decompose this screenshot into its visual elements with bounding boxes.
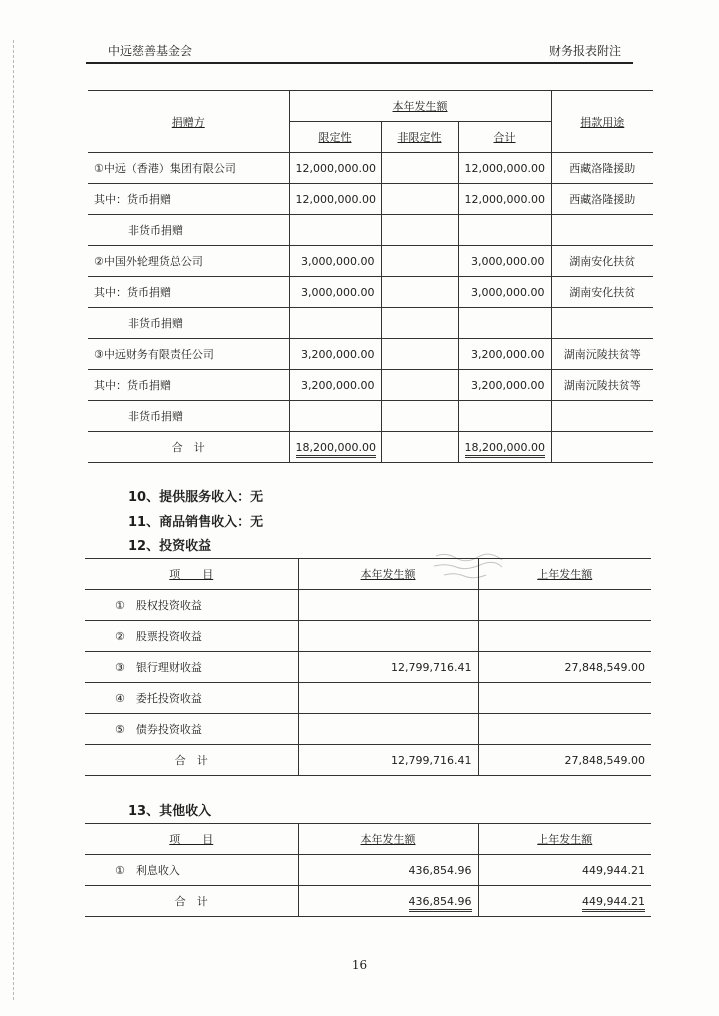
total-current: 12,799,716.41 xyxy=(298,745,478,776)
col-item: 项 目 xyxy=(85,824,298,855)
total-current: 436,854.96 xyxy=(298,886,478,917)
table-row xyxy=(85,590,651,621)
total-cell: 3,200,000.00 xyxy=(458,339,551,370)
prior-cell: 27,848,549.00 xyxy=(478,652,651,683)
unrestricted-cell xyxy=(381,215,458,246)
col-item: 项 目 xyxy=(85,559,298,590)
purpose-cell xyxy=(551,308,653,339)
table-row xyxy=(85,855,651,886)
restricted-cell: 3,000,000.00 xyxy=(289,277,381,308)
purpose-cell: 湖南安化扶贫 xyxy=(551,246,653,277)
total-cell xyxy=(458,215,551,246)
purpose-cell: 西藏洛隆援助 xyxy=(551,184,653,215)
table-row xyxy=(85,683,651,714)
page-number: 16 xyxy=(351,958,368,972)
purpose-cell: 湖南安化扶贫 xyxy=(551,277,653,308)
purpose-cell: 湖南沅陵扶贫等 xyxy=(551,339,653,370)
restricted-cell xyxy=(289,215,381,246)
col-total: 合计 xyxy=(458,122,551,153)
total-cell xyxy=(458,401,551,432)
binding-margin-line xyxy=(13,40,15,1000)
donation-table xyxy=(88,90,653,463)
restricted-cell: 12,000,000.00 xyxy=(289,184,381,215)
unrestricted-cell xyxy=(381,401,458,432)
donor-cell: 其中：货币捐赠 xyxy=(88,370,289,401)
current-cell: 436,854.96 xyxy=(298,855,478,886)
header-org: 中远慈善基金会 xyxy=(108,44,193,58)
col-current: 本年发生额 xyxy=(298,824,478,855)
item-cell: ① 股权投资收益 xyxy=(85,590,298,621)
donor-cell: ①中远（香港）集团有限公司 xyxy=(88,153,289,184)
section-10: 10、提供服务收入：无 xyxy=(128,490,264,505)
col-unrestricted: 非限定性 xyxy=(381,122,458,153)
col-donor: 捐赠方 xyxy=(88,91,289,153)
page-header xyxy=(86,38,633,64)
other-income-table xyxy=(85,823,651,917)
donor-cell: 非货币捐赠 xyxy=(88,308,289,339)
purpose-cell xyxy=(551,401,653,432)
current-cell xyxy=(298,683,478,714)
donor-cell: ③中远财务有限责任公司 xyxy=(88,339,289,370)
header-doc-title: 财务报表附注 xyxy=(548,44,621,58)
donor-cell: 其中：货币捐赠 xyxy=(88,184,289,215)
total-prior: 449,944.21 xyxy=(478,886,651,917)
table-row xyxy=(88,339,653,370)
total-cell: 12,000,000.00 xyxy=(458,153,551,184)
restricted-cell xyxy=(289,308,381,339)
table-row xyxy=(88,184,653,215)
table-row xyxy=(88,370,653,401)
total-row xyxy=(85,886,651,917)
col-restricted: 限定性 xyxy=(289,122,381,153)
item-cell: ④ 委托投资收益 xyxy=(85,683,298,714)
total-cell: 3,000,000.00 xyxy=(458,277,551,308)
col-purpose: 捐款用途 xyxy=(551,91,653,153)
table-row xyxy=(88,246,653,277)
total-cell: 3,200,000.00 xyxy=(458,370,551,401)
total-restricted: 18,200,000.00 xyxy=(289,432,381,463)
prior-cell xyxy=(478,714,651,745)
table-row xyxy=(88,308,653,339)
unrestricted-cell xyxy=(381,246,458,277)
table-row xyxy=(88,277,653,308)
total-label: 合 计 xyxy=(85,886,298,917)
total-label: 合 计 xyxy=(85,745,298,776)
col-current-year: 本年发生额 xyxy=(289,91,551,122)
investment-income-table xyxy=(85,558,651,776)
total-cell: 3,000,000.00 xyxy=(458,246,551,277)
donor-cell: 非货币捐赠 xyxy=(88,401,289,432)
table-row xyxy=(85,714,651,745)
prior-cell xyxy=(478,590,651,621)
purpose-cell xyxy=(551,215,653,246)
col-current: 本年发生额 xyxy=(298,559,478,590)
item-cell: ② 股票投资收益 xyxy=(85,621,298,652)
section-12: 12、投资收益 xyxy=(128,539,212,554)
item-cell: ⑤ 债券投资收益 xyxy=(85,714,298,745)
unrestricted-cell xyxy=(381,308,458,339)
col-prior: 上年发生额 xyxy=(478,824,651,855)
prior-cell xyxy=(478,683,651,714)
unrestricted-cell xyxy=(381,370,458,401)
restricted-cell: 3,200,000.00 xyxy=(289,370,381,401)
col-prior: 上年发生额 xyxy=(478,559,651,590)
restricted-cell: 3,200,000.00 xyxy=(289,339,381,370)
item-cell: ① 利息收入 xyxy=(85,855,298,886)
total-total: 18,200,000.00 xyxy=(458,432,551,463)
table-row xyxy=(85,652,651,683)
table-row xyxy=(85,621,651,652)
item-cell: ③ 银行理财收益 xyxy=(85,652,298,683)
donor-cell: ②中国外轮理货总公司 xyxy=(88,246,289,277)
restricted-cell: 3,000,000.00 xyxy=(289,246,381,277)
purpose-cell: 西藏洛隆援助 xyxy=(551,153,653,184)
unrestricted-cell xyxy=(381,339,458,370)
donor-cell: 其中：货币捐赠 xyxy=(88,277,289,308)
prior-cell: 449,944.21 xyxy=(478,855,651,886)
current-cell: 12,799,716.41 xyxy=(298,652,478,683)
total-row xyxy=(85,745,651,776)
table-row xyxy=(88,401,653,432)
total-row xyxy=(88,432,653,463)
unrestricted-cell xyxy=(381,153,458,184)
table-row xyxy=(88,215,653,246)
unrestricted-cell xyxy=(381,277,458,308)
table-row xyxy=(88,153,653,184)
section-11: 11、商品销售收入：无 xyxy=(128,515,264,530)
donor-cell: 非货币捐赠 xyxy=(88,215,289,246)
current-cell xyxy=(298,590,478,621)
unrestricted-cell xyxy=(381,184,458,215)
restricted-cell: 12,000,000.00 xyxy=(289,153,381,184)
section-13: 13、其他收入 xyxy=(128,804,212,819)
prior-cell xyxy=(478,621,651,652)
total-prior: 27,848,549.00 xyxy=(478,745,651,776)
purpose-cell: 湖南沅陵扶贫等 xyxy=(551,370,653,401)
total-cell xyxy=(458,308,551,339)
restricted-cell xyxy=(289,401,381,432)
total-cell: 12,000,000.00 xyxy=(458,184,551,215)
total-unrestricted xyxy=(381,432,458,463)
total-label: 合 计 xyxy=(88,432,289,463)
current-cell xyxy=(298,621,478,652)
current-cell xyxy=(298,714,478,745)
total-purpose xyxy=(551,432,653,463)
